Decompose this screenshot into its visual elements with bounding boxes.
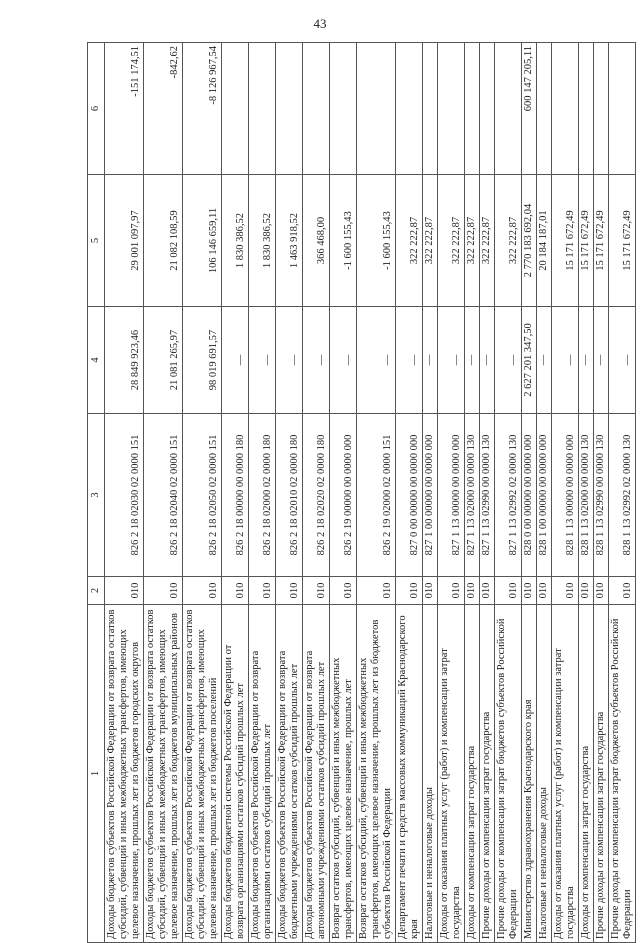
row-approved-cell: 21 081 265,97 — [144, 307, 183, 414]
row-approved-cell: — — [537, 307, 552, 414]
row-unexecuted-cell — [438, 43, 465, 175]
row-line-code-cell: 010 — [222, 577, 249, 605]
row-line-code-cell: 010 — [522, 577, 537, 605]
row-budget-code-cell: 827 1 13 00000 00 0000 000 — [438, 414, 465, 577]
row-executed-cell: 322 222,87 — [495, 175, 522, 307]
row-approved-cell: — — [495, 307, 522, 414]
row-budget-code-cell: 827 1 13 02992 02 0000 130 — [495, 414, 522, 577]
row-unexecuted-cell — [330, 43, 357, 175]
row-budget-code-cell: 828 1 13 02990 00 0000 130 — [594, 414, 609, 577]
row-budget-code-cell: 826 2 18 02010 02 0000 180 — [276, 414, 303, 577]
row-unexecuted-cell: -842,62 — [144, 43, 183, 175]
row-name-cell: Налоговые и неналоговые доходы — [537, 605, 552, 943]
row-unexecuted-cell — [249, 43, 276, 175]
row-budget-code-cell: 826 2 19 00000 00 0000 000 — [330, 414, 357, 577]
table-row — [438, 43, 465, 943]
row-executed-cell: 1 830 386,52 — [222, 175, 249, 307]
row-budget-code-cell: 826 2 18 02030 02 0000 151 — [105, 414, 144, 577]
row-unexecuted-cell — [480, 43, 495, 175]
row-line-code-cell: 010 — [438, 577, 465, 605]
row-approved-cell: — — [396, 307, 423, 414]
row-name-cell: Доходы бюджетов субъектов Российской Федерации от возврата бюджетными учреждениями остатков субсидий прошлых лет — [276, 605, 303, 943]
row-budget-code-cell: 828 0 00 00000 00 0000 000 — [522, 414, 537, 577]
table-row — [303, 43, 330, 943]
row-name-cell: Налоговые и неналоговые доходы — [423, 605, 438, 943]
row-approved-cell: — — [552, 307, 579, 414]
rotated-table-wrapper — [87, 43, 633, 943]
table-row — [594, 43, 609, 943]
row-approved-cell: 98 019 691,57 — [183, 307, 222, 414]
row-name-cell: Доходы бюджетов субъектов Российской Федерации от возврата организациями остатков субсидий прошлых лет — [249, 605, 276, 943]
table-row — [522, 43, 537, 943]
row-executed-cell: 322 222,87 — [396, 175, 423, 307]
row-executed-cell: 29 001 097,97 — [105, 175, 144, 307]
row-executed-cell: 322 222,87 — [465, 175, 480, 307]
row-approved-cell: — — [480, 307, 495, 414]
table-row — [249, 43, 276, 943]
budget-income-table — [87, 42, 636, 943]
table-viewport — [87, 43, 633, 943]
row-approved-cell: 28 849 923,46 — [105, 307, 144, 414]
row-executed-cell: 366 468,00 — [303, 175, 330, 307]
row-unexecuted-cell — [552, 43, 579, 175]
row-executed-cell: 2 770 183 692,04 — [522, 175, 537, 307]
row-budget-code-cell: 826 2 18 02020 02 0000 180 — [303, 414, 330, 577]
row-name-cell: Прочие доходы от компенсации затрат государства — [480, 605, 495, 943]
row-budget-code-cell: 827 1 00 00000 00 0000 000 — [423, 414, 438, 577]
row-executed-cell: -1 600 155,43 — [330, 175, 357, 307]
row-line-code-cell: 010 — [144, 577, 183, 605]
row-executed-cell: -1 600 155,43 — [357, 175, 396, 307]
row-approved-cell: — — [357, 307, 396, 414]
page-number: 43 — [313, 16, 327, 31]
table-row — [423, 43, 438, 943]
row-unexecuted-cell — [495, 43, 522, 175]
table-body — [105, 43, 636, 943]
row-approved-cell: — — [303, 307, 330, 414]
header-col-4: 4 — [88, 307, 105, 414]
row-unexecuted-cell — [222, 43, 249, 175]
table-row — [183, 43, 222, 943]
row-name-cell: Доходы бюджетов бюджетной системы Российской Федерации от возврата организациями остатков субсидий прошлых лет — [222, 605, 249, 943]
row-budget-code-cell: 826 2 19 02000 02 0000 151 — [357, 414, 396, 577]
row-line-code-cell: 010 — [423, 577, 438, 605]
row-name-cell: Прочие доходы от компенсации затрат бюджетов субъектов Российской Федерации — [495, 605, 522, 943]
row-unexecuted-cell: -8 126 967,54 — [183, 43, 222, 175]
row-name-cell: Прочие доходы от компенсации затрат государства — [594, 605, 609, 943]
row-name-cell: Доходы от оказания платных услуг (работ) и компенсации затрат государства — [438, 605, 465, 943]
row-line-code-cell: 010 — [609, 577, 636, 605]
row-name-cell: Доходы от компенсации затрат государства — [579, 605, 594, 943]
row-line-code-cell: 010 — [303, 577, 330, 605]
row-line-code-cell: 010 — [552, 577, 579, 605]
table-row — [330, 43, 357, 943]
row-executed-cell: 20 184 187,01 — [537, 175, 552, 307]
row-line-code-cell: 010 — [396, 577, 423, 605]
table-row — [105, 43, 144, 943]
row-unexecuted-cell — [609, 43, 636, 175]
table-row — [144, 43, 183, 943]
row-name-cell: Министерство здравоохранения Краснодарского края — [522, 605, 537, 943]
row-approved-cell: — — [330, 307, 357, 414]
header-col-2: 2 — [88, 577, 105, 605]
row-unexecuted-cell — [276, 43, 303, 175]
row-approved-cell: — — [594, 307, 609, 414]
row-unexecuted-cell — [396, 43, 423, 175]
header-col-5: 5 — [88, 175, 105, 307]
row-name-cell: Доходы от оказания платных услуг (работ) и компенсации затрат государства — [552, 605, 579, 943]
row-budget-code-cell: 827 1 13 02000 00 0000 130 — [465, 414, 480, 577]
row-budget-code-cell: 827 1 13 02990 00 0000 130 — [480, 414, 495, 577]
row-executed-cell: 322 222,87 — [423, 175, 438, 307]
row-name-cell: Прочие доходы от компенсации затрат бюджетов субъектов Российской Федерации — [609, 605, 636, 943]
row-line-code-cell: 010 — [495, 577, 522, 605]
row-executed-cell: 1 830 386,52 — [249, 175, 276, 307]
row-name-cell: Департамент печати и средств массовых коммуникаций Краснодарского края — [396, 605, 423, 943]
row-line-code-cell: 010 — [594, 577, 609, 605]
row-unexecuted-cell — [537, 43, 552, 175]
row-line-code-cell: 010 — [183, 577, 222, 605]
row-budget-code-cell: 828 1 13 00000 00 0000 000 — [552, 414, 579, 577]
row-name-cell: Доходы от компенсации затрат государства — [465, 605, 480, 943]
table-row — [396, 43, 423, 943]
row-approved-cell: — — [423, 307, 438, 414]
row-executed-cell: 106 146 659,11 — [183, 175, 222, 307]
table-row — [465, 43, 480, 943]
row-line-code-cell: 010 — [480, 577, 495, 605]
row-approved-cell: 2 627 201 347,50 — [522, 307, 537, 414]
row-budget-code-cell: 826 2 18 00000 00 0000 180 — [222, 414, 249, 577]
row-name-cell: Доходы бюджетов субъектов Российской Федерации от возврата остатков субсидий, субвенций и иных межбюджетных трансфертов, имеющих целевое назначение, прошлых лет из бюджетов городских округов — [105, 605, 144, 943]
table-row — [357, 43, 396, 943]
table-row — [609, 43, 636, 943]
row-budget-code-cell: 828 1 00 00000 00 0000 000 — [537, 414, 552, 577]
row-executed-cell: 15 171 672,49 — [579, 175, 594, 307]
row-name-cell: Доходы бюджетов субъектов Российской Федерации от возврата остатков субсидий, субвенций и иных межбюджетных трансфертов, имеющих целевое назначение, прошлых лет из бюджетов поселений — [183, 605, 222, 943]
row-line-code-cell: 010 — [537, 577, 552, 605]
row-approved-cell: — — [465, 307, 480, 414]
row-executed-cell: 322 222,87 — [438, 175, 465, 307]
row-unexecuted-cell — [357, 43, 396, 175]
table-row — [537, 43, 552, 943]
row-name-cell: Доходы бюджетов субъектов Российской Федерации от возврата автономными учреждениями остатков субсидий прошлых лет — [303, 605, 330, 943]
row-approved-cell: — — [222, 307, 249, 414]
row-budget-code-cell: 827 0 00 00000 00 0000 000 — [396, 414, 423, 577]
header-col-6: 6 — [88, 43, 105, 175]
row-budget-code-cell: 828 1 13 02992 02 0000 130 — [609, 414, 636, 577]
row-line-code-cell: 010 — [249, 577, 276, 605]
row-line-code-cell: 010 — [105, 577, 144, 605]
row-executed-cell: 1 463 918,52 — [276, 175, 303, 307]
row-line-code-cell: 010 — [579, 577, 594, 605]
header-col-1: 1 — [88, 605, 105, 943]
header-row — [88, 43, 105, 943]
row-budget-code-cell: 826 2 18 02000 02 0000 180 — [249, 414, 276, 577]
row-name-cell: Возврат остатков субсидий, субвенций и иных межбюджетных трансфертов, имеющих целевое назначение, прошлых лет — [330, 605, 357, 943]
row-executed-cell: 21 082 108,59 — [144, 175, 183, 307]
table-row — [579, 43, 594, 943]
row-name-cell: Возврат остатков субсидий, субвенций и иных межбюджетных трансфертов, имеющих целевое назначение, прошлых лет из бюджетов субъектов Российской Федерации — [357, 605, 396, 943]
row-budget-code-cell: 826 2 18 02040 02 0000 151 — [144, 414, 183, 577]
row-approved-cell: — — [276, 307, 303, 414]
table-row — [495, 43, 522, 943]
row-line-code-cell: 010 — [357, 577, 396, 605]
row-executed-cell: 15 171 672,49 — [594, 175, 609, 307]
table-row — [276, 43, 303, 943]
row-line-code-cell: 010 — [330, 577, 357, 605]
row-budget-code-cell: 828 1 13 02000 00 0000 130 — [579, 414, 594, 577]
row-approved-cell: — — [438, 307, 465, 414]
row-approved-cell: — — [249, 307, 276, 414]
row-unexecuted-cell — [579, 43, 594, 175]
row-executed-cell: 15 171 672,49 — [552, 175, 579, 307]
table-row — [480, 43, 495, 943]
row-unexecuted-cell — [465, 43, 480, 175]
row-executed-cell: 322 222,87 — [480, 175, 495, 307]
row-unexecuted-cell: -151 174,51 — [105, 43, 144, 175]
table-row — [552, 43, 579, 943]
row-unexecuted-cell — [303, 43, 330, 175]
row-budget-code-cell: 826 2 18 02050 02 0000 151 — [183, 414, 222, 577]
row-unexecuted-cell: 600 147 205,11 — [522, 43, 537, 175]
row-name-cell: Доходы бюджетов субъектов Российской Федерации от возврата остатков субсидий, субвенций и иных межбюджетных трансфертов, имеющих целевое назначение, прошлых лет из бюджетов муниципальных районов — [144, 605, 183, 943]
row-unexecuted-cell — [594, 43, 609, 175]
row-executed-cell: 15 171 672,49 — [609, 175, 636, 307]
row-line-code-cell: 010 — [465, 577, 480, 605]
row-approved-cell: — — [579, 307, 594, 414]
table-row — [222, 43, 249, 943]
row-line-code-cell: 010 — [276, 577, 303, 605]
row-unexecuted-cell — [423, 43, 438, 175]
header-col-3: 3 — [88, 414, 105, 577]
row-approved-cell: — — [609, 307, 636, 414]
